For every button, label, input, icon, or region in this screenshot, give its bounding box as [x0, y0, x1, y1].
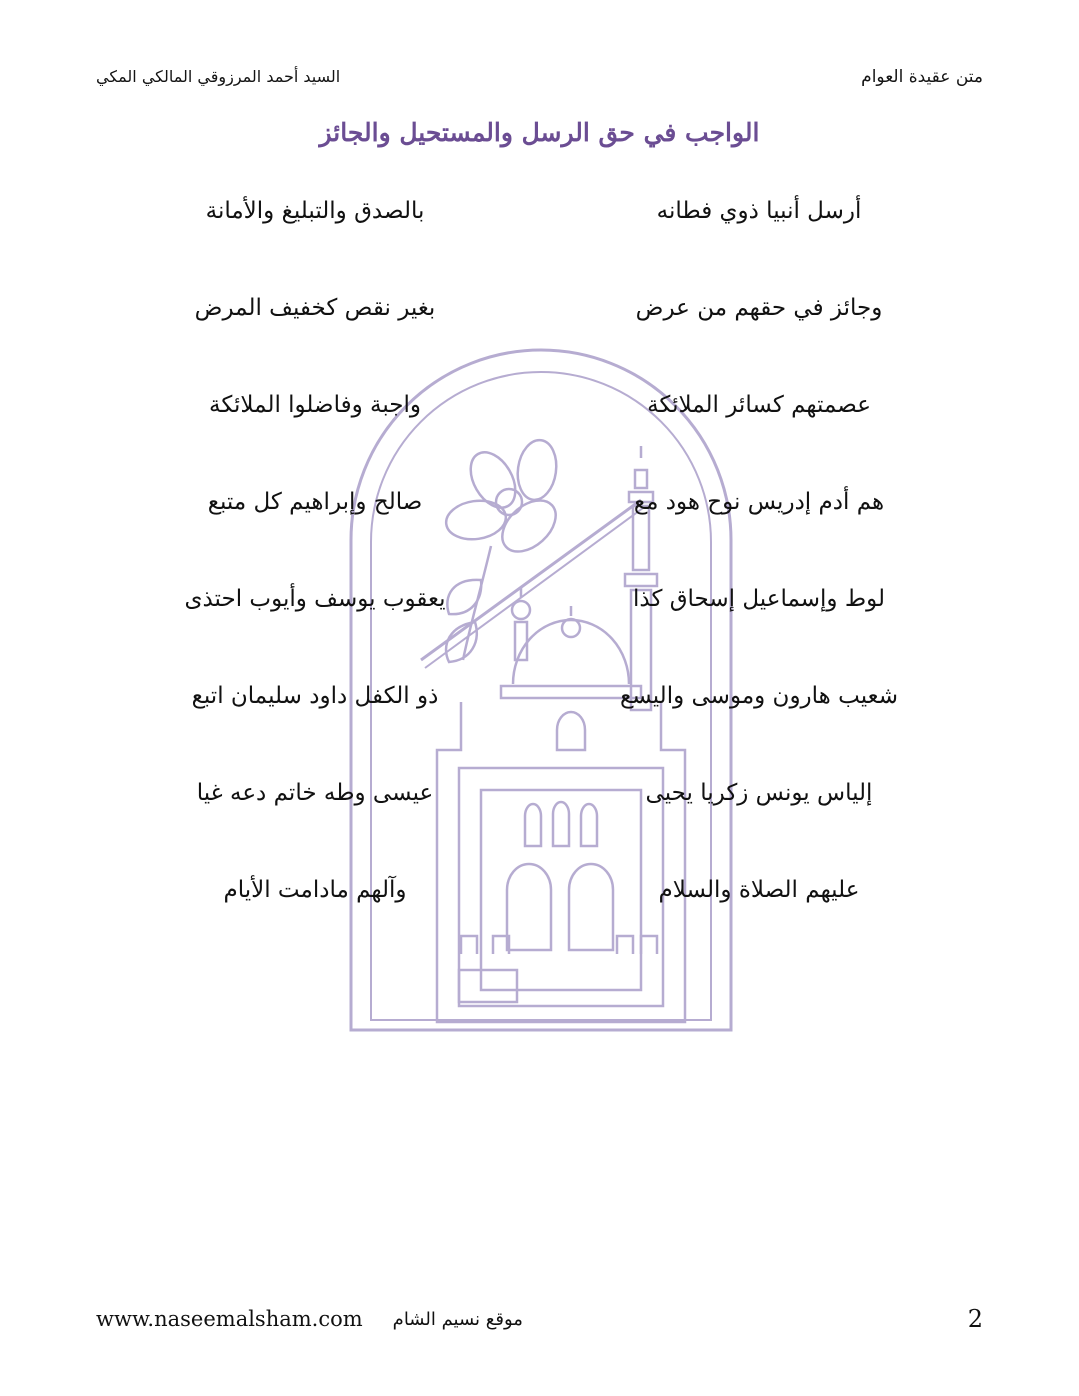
- hemistich-second: بغير نقص كخفيف المرض: [194, 295, 436, 321]
- header-book-title: متن عقيدة العوام: [861, 67, 983, 87]
- verse-list: [0, 196, 1079, 972]
- hemistich-first: شعيب هارون وموسى واليسع: [619, 683, 899, 709]
- hemistich-first: أرسل أنبيا ذوي فطانه: [656, 198, 862, 224]
- header-author: السيد أحمد المرزوقي المالكي المكي: [96, 67, 341, 86]
- footer-url[interactable]: www.naseemalsham.com: [96, 1307, 363, 1331]
- hemistich-first: عصمتهم كسائر الملائكة: [647, 392, 871, 418]
- hemistich-first: هم أدم إدريس نوح هود مع: [633, 489, 885, 515]
- verse-row: [150, 875, 929, 972]
- hemistich-first: وجائز في حقهم من عرض: [635, 295, 883, 321]
- hemistich-second: صالح وإبراهيم كل متبع: [207, 489, 423, 515]
- hemistich-second: وآلهم مادامت الأيام: [223, 877, 407, 903]
- hemistich-first: عليهم الصلاة والسلام: [658, 877, 860, 903]
- verse-row: [150, 778, 929, 875]
- hemistich-first: إلياس يونس زكريا يحيى: [645, 780, 873, 806]
- verse-row: [150, 390, 929, 487]
- footer-site-name: موقع نسيم الشام: [392, 1308, 523, 1330]
- verse-row: [150, 584, 929, 681]
- page-footer: [0, 1304, 1079, 1334]
- hemistich-first: لوط وإسماعيل إسحاق كذا: [632, 586, 886, 612]
- verse-row: [150, 487, 929, 584]
- footer-site-info: [96, 1307, 523, 1331]
- hemistich-second: واجبة وفاضلوا الملائكة: [209, 392, 421, 418]
- verse-row: [150, 681, 929, 778]
- hemistich-second: عيسى وطه خاتم دعه غيا: [196, 780, 434, 806]
- verse-row: [150, 293, 929, 390]
- page-number: 2: [967, 1305, 983, 1333]
- page-header: [0, 66, 1079, 92]
- hemistich-second: بالصدق والتبليغ والأمانة: [205, 198, 425, 224]
- verse-row: [150, 196, 929, 293]
- page-title: الواجب في حق الرسل والمستحيل والجائز: [319, 118, 760, 147]
- hemistich-second: يعقوب يوسف وأيوب احتذى: [184, 586, 446, 612]
- hemistich-second: ذو الكفل داود سليمان اتبع: [191, 683, 439, 709]
